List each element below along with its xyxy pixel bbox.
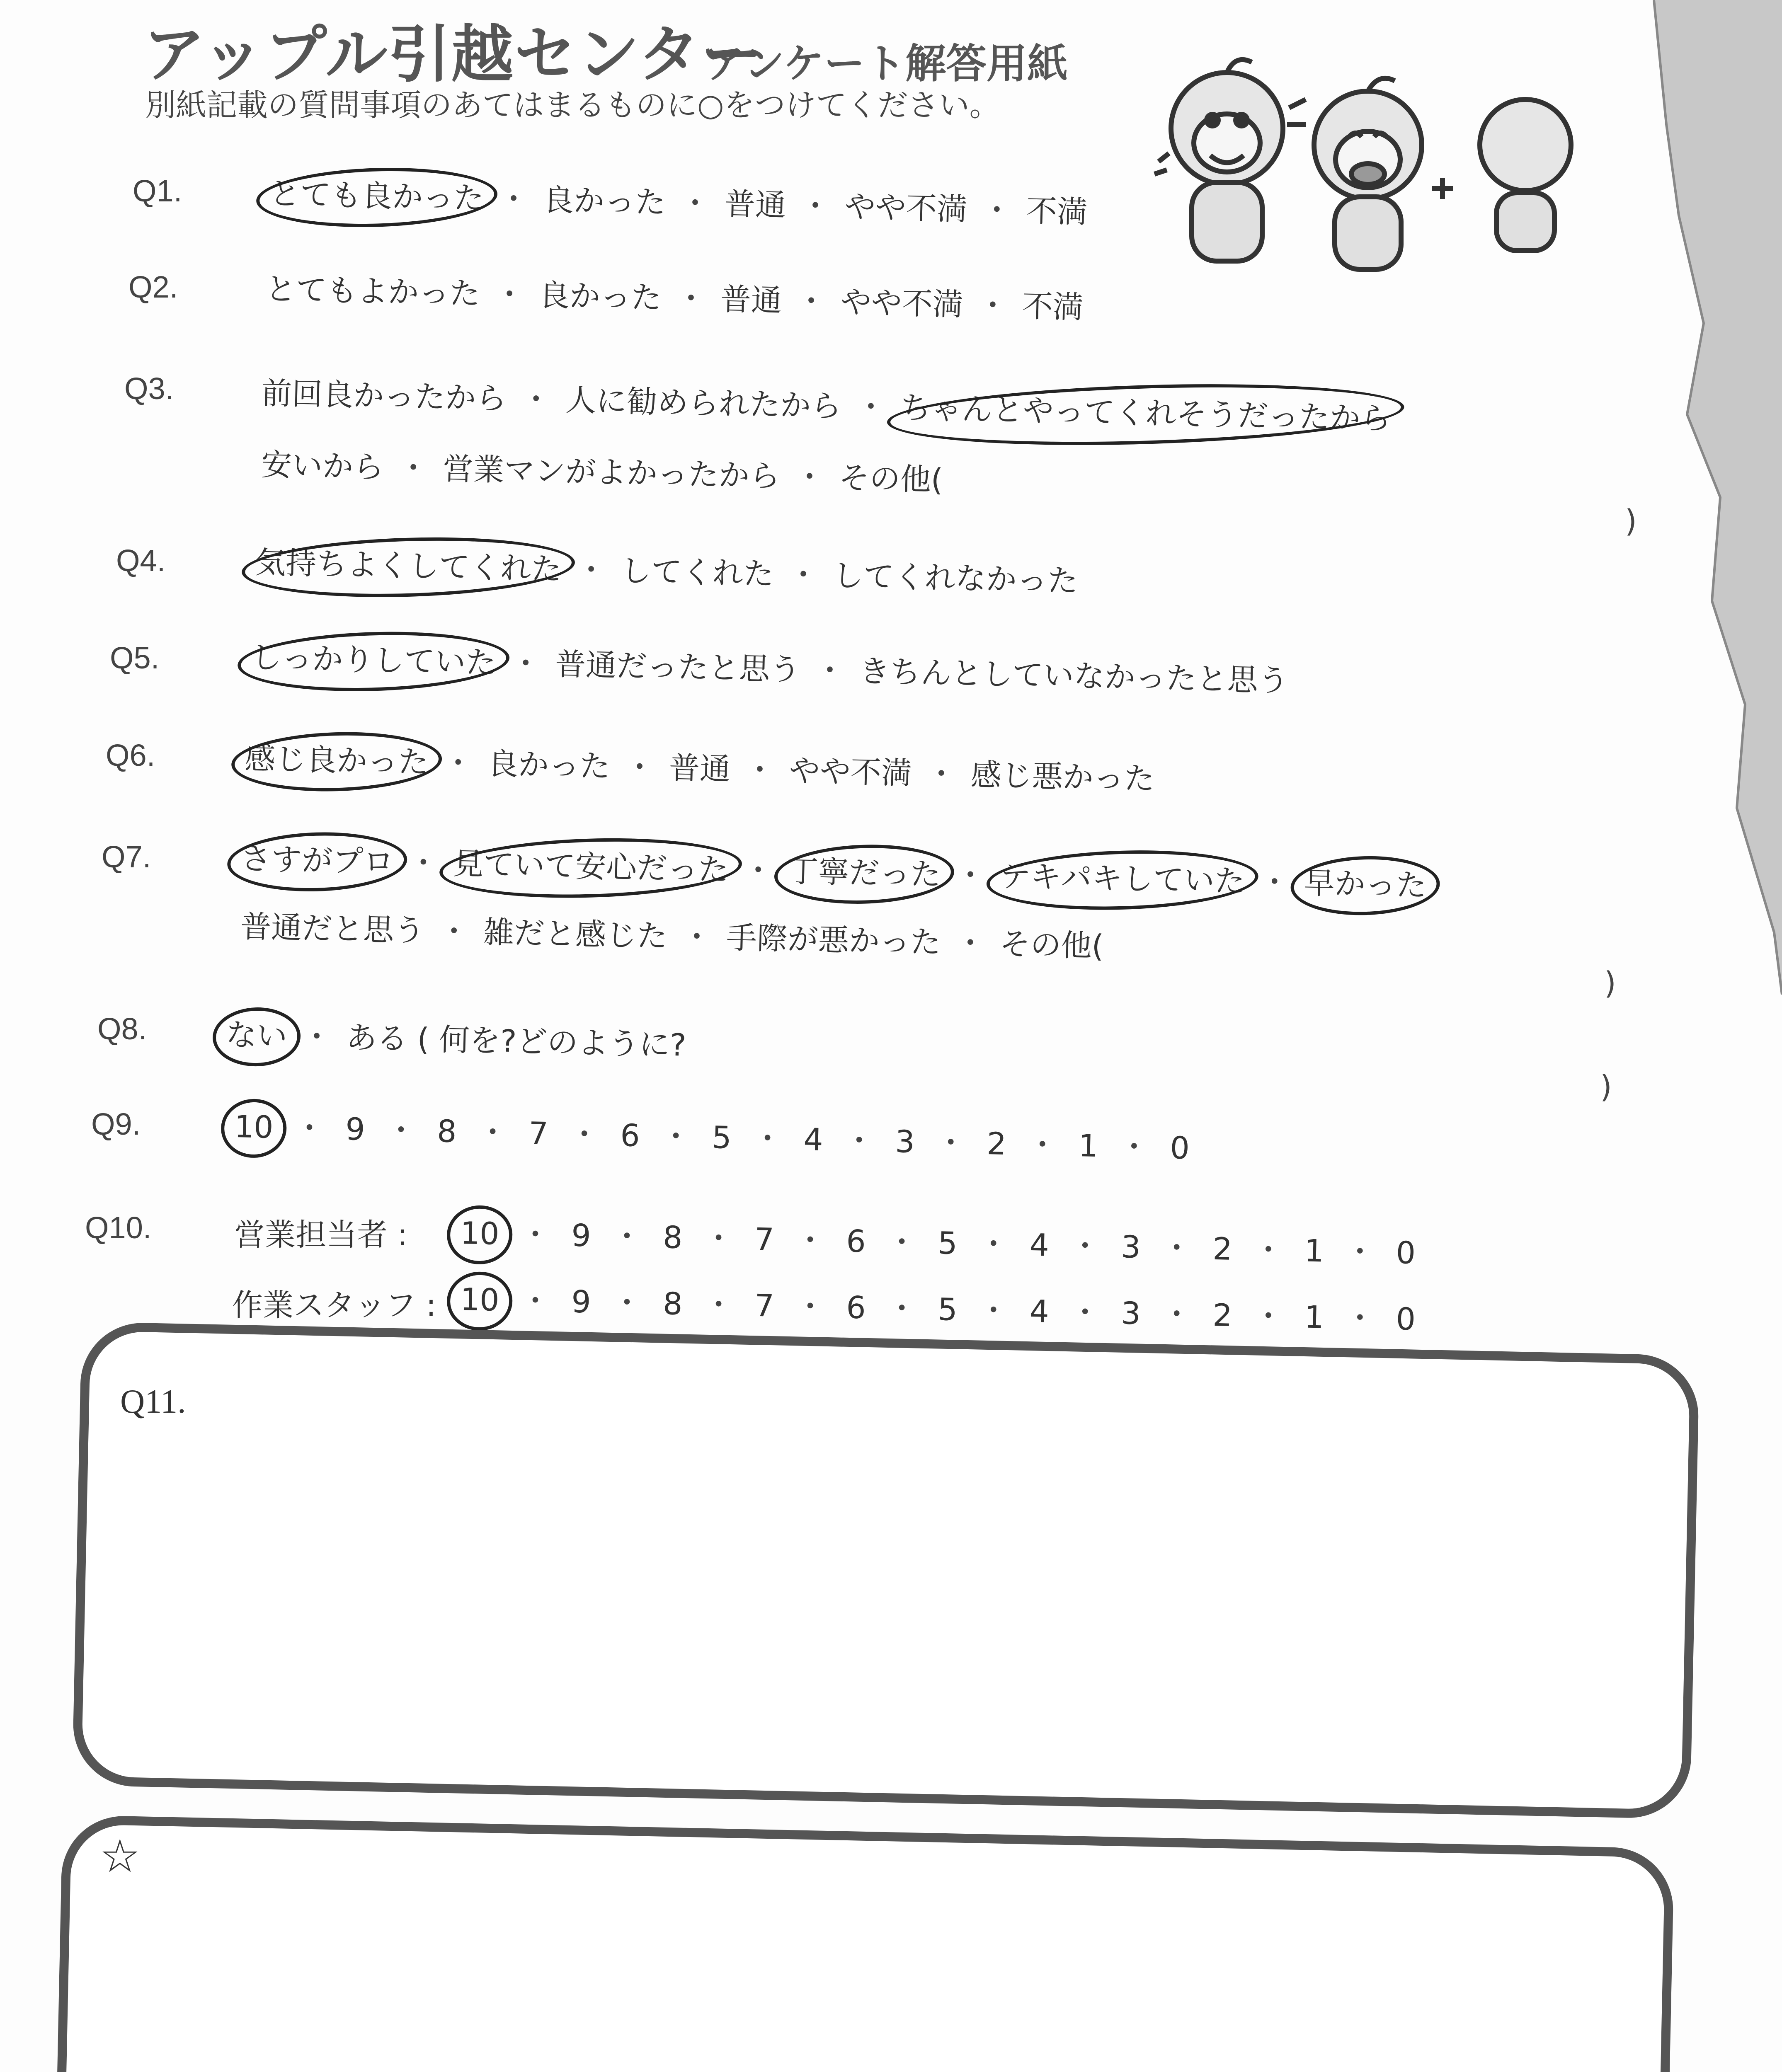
q9-separator: ・: [935, 1125, 967, 1161]
q3-label: Q3.: [124, 371, 174, 406]
q6-options: 感じ良かった ・ 良かった ・ 普通 ・ やや不満 ・ 感じ悪かった: [240, 738, 1159, 800]
q7-options-line1: さすがプロ ・ 見ていて安心だった ・ 丁寧だった ・ テキパキしていた ・ 早かった: [236, 838, 1431, 906]
q10-sales-separator: ・: [611, 1218, 643, 1255]
survey-subtitle: アンケート解答用紙: [705, 40, 1068, 87]
q2-option[interactable]: 不満: [1021, 288, 1084, 326]
q7-option[interactable]: テキパキしていた: [995, 855, 1250, 903]
q8-options: ない ・ ある ( 何を?どのように?: [221, 1014, 691, 1066]
q11-label: Q11.: [120, 1382, 186, 1420]
q9-separator: ・: [477, 1114, 509, 1151]
q9-separator: ・: [1026, 1127, 1058, 1163]
star-icon: ☆: [99, 1830, 141, 1883]
q10-sales-score-option[interactable]: 5: [937, 1225, 958, 1261]
q9-score-option[interactable]: 10: [230, 1106, 278, 1149]
q7-option[interactable]: 手際が悪かった: [725, 920, 941, 961]
q7-paren-close: ): [1604, 966, 1616, 1001]
q6-label: Q6.: [106, 738, 155, 772]
q7-option[interactable]: さすがプロ: [236, 838, 398, 883]
q4-options: 気持ちよくしてくれた ・ してくれた ・ してくれなかった: [250, 542, 1083, 602]
q1-option[interactable]: 不満: [1026, 193, 1088, 230]
q10-staff-separator: ・: [1161, 1296, 1193, 1333]
q9-score-option[interactable]: 8: [436, 1113, 457, 1150]
q10-staff-score-option[interactable]: 1: [1304, 1299, 1324, 1336]
q3-option[interactable]: その他(: [838, 460, 943, 498]
q10-staff-separator: ・: [794, 1288, 826, 1325]
q10-staff-score-option[interactable]: 9: [571, 1284, 592, 1320]
q9-separator: ・: [568, 1116, 600, 1153]
q10-sales-separator: ・: [519, 1216, 551, 1253]
q10-sales-score-option[interactable]: 8: [662, 1220, 683, 1256]
q6-option[interactable]: 感じ良かった: [240, 738, 433, 784]
q4-option[interactable]: してくれた: [620, 553, 774, 592]
q10-staff-score-option[interactable]: 3: [1120, 1295, 1141, 1332]
q1-option[interactable]: とても良かった: [265, 173, 489, 219]
q10-staff-score-option[interactable]: 8: [662, 1286, 683, 1322]
q7-option[interactable]: 早かった: [1300, 862, 1431, 907]
q10-sales-separator: ・: [703, 1220, 735, 1257]
q2-options: とてもよかった ・ 良かった ・ 普通 ・ やや不満 ・ 不満: [261, 268, 1088, 328]
q1-option[interactable]: やや不満: [844, 189, 968, 228]
q9-separator: ・: [752, 1121, 783, 1157]
q5-option[interactable]: しっかりしていた: [246, 637, 501, 684]
q3-options-line2: 安いから ・ 営業マンがよかったから ・ その他(: [257, 444, 948, 501]
q9-scale: [230, 1106, 1194, 1169]
q5-option[interactable]: きちんとしていなかったと思う: [858, 653, 1289, 699]
q9-label: Q9.: [91, 1107, 141, 1141]
q9-score-option[interactable]: 0: [1169, 1130, 1190, 1167]
q9-score-option[interactable]: 1: [1078, 1128, 1098, 1164]
q9-score-option[interactable]: 3: [895, 1124, 915, 1160]
q8-option[interactable]: ない: [221, 1014, 292, 1057]
q10-staff-scale: [456, 1279, 1420, 1341]
q10-sales-separator: ・: [1069, 1228, 1101, 1265]
q11-comment-box[interactable]: [72, 1322, 1700, 1819]
q2-label: Q2.: [128, 270, 178, 304]
q10-staff-separator: ・: [1252, 1298, 1284, 1335]
q10-sales-score-option[interactable]: 6: [846, 1223, 866, 1260]
q6-option[interactable]: やや不満: [788, 753, 912, 792]
q10-staff-separator: ・: [703, 1287, 735, 1323]
q3-option[interactable]: ちゃんとやってくれそうだったから: [896, 387, 1396, 440]
q10-staff-score-option[interactable]: 6: [846, 1290, 866, 1326]
q10-sales-score-option[interactable]: 2: [1212, 1231, 1233, 1267]
q3-paren-close: ): [1625, 503, 1637, 539]
q10-staff-score-option[interactable]: 5: [937, 1292, 958, 1328]
q10-sales-score-option[interactable]: 7: [754, 1221, 775, 1258]
q7-label: Q7.: [102, 840, 151, 874]
q10-sales-label: 営業担当者 :: [234, 1217, 408, 1253]
q10-staff-separator: ・: [519, 1283, 551, 1319]
q10-sales-score-option[interactable]: 9: [571, 1218, 592, 1254]
q8-paren-close: ): [1600, 1069, 1612, 1105]
q9-separator: ・: [660, 1118, 692, 1155]
q10-staff-separator: ・: [611, 1285, 643, 1322]
q10-staff-separator: ・: [1069, 1294, 1101, 1331]
q9-score-option[interactable]: 4: [803, 1122, 824, 1158]
q10-staff-label: 作業スタッフ :: [232, 1288, 436, 1323]
q3-option[interactable]: 前回良かったから: [261, 375, 507, 417]
q2-option[interactable]: やや不満: [840, 284, 964, 323]
q2-option[interactable]: 普通: [720, 281, 782, 319]
q4-label: Q4.: [116, 543, 166, 578]
q3-option[interactable]: 安いから: [261, 447, 385, 486]
instruction-text: 別紙記載の質問事項のあてはまるものに○をつけてください。: [145, 87, 1000, 123]
q10-sales-separator: ・: [886, 1224, 918, 1261]
additional-comment-box[interactable]: [54, 1815, 1675, 2072]
q10-staff-score-option[interactable]: 10: [456, 1279, 504, 1321]
q10-sales-score-option[interactable]: 3: [1120, 1229, 1141, 1266]
q5-option[interactable]: 普通だったと思う: [555, 646, 801, 688]
q10-staff-score-option[interactable]: 0: [1395, 1301, 1416, 1338]
q7-option[interactable]: 雑だと感じた: [483, 914, 668, 954]
q3-option[interactable]: 営業マンがよかったから: [442, 451, 781, 494]
q9-separator: ・: [1118, 1129, 1150, 1165]
q10-sales-score-option[interactable]: 4: [1029, 1227, 1050, 1264]
q10-staff-score-option[interactable]: 2: [1212, 1297, 1233, 1334]
q7-option[interactable]: 普通だと思う: [240, 909, 425, 949]
q3-options-line1: 前回良かったから ・ 人に勧められたから ・ ちゃんとやってくれそうだったから: [257, 373, 1396, 440]
q10-sales-score-option[interactable]: 1: [1304, 1233, 1324, 1269]
q9-score-option[interactable]: 5: [711, 1120, 732, 1156]
q9-score-option[interactable]: 9: [345, 1111, 366, 1147]
q10-sales-separator: ・: [977, 1226, 1009, 1263]
q10-sales-separator: ・: [1161, 1230, 1193, 1266]
q6-option[interactable]: 普通: [669, 750, 731, 787]
q10-staff-separator: ・: [1344, 1300, 1376, 1337]
q2-option[interactable]: 良かった: [538, 277, 662, 316]
q9-separator: ・: [385, 1112, 417, 1149]
q9-separator: ・: [843, 1123, 875, 1159]
q10-sales-scale: [456, 1213, 1420, 1274]
q9-score-option[interactable]: 2: [986, 1126, 1007, 1162]
q9-separator: ・: [293, 1110, 325, 1147]
q9-score-option[interactable]: 6: [620, 1117, 640, 1154]
q6-option[interactable]: 感じ悪かった: [970, 757, 1155, 797]
q1-label: Q1.: [133, 174, 182, 208]
q10-sales-separator: ・: [1344, 1234, 1376, 1271]
q10-sales-separator: ・: [794, 1222, 826, 1259]
q3-option[interactable]: 人に勧められたから: [565, 382, 842, 424]
q6-option[interactable]: 良かった: [487, 746, 611, 785]
q4-option[interactable]: 気持ちよくしてくれた: [250, 542, 566, 590]
monkey-mascot-icon: [1152, 50, 1712, 282]
q7-option[interactable]: その他(: [999, 926, 1104, 964]
q10-sales-score-option[interactable]: 10: [456, 1213, 504, 1255]
q9-score-option[interactable]: 7: [528, 1115, 549, 1152]
q10-staff-score-option[interactable]: 7: [754, 1288, 775, 1324]
q8-label: Q8.: [97, 1012, 147, 1046]
q2-option[interactable]: とてもよかった: [265, 271, 481, 312]
q1-option[interactable]: 良かった: [543, 182, 666, 221]
q10-staff-score-option[interactable]: 4: [1029, 1293, 1050, 1330]
survey-title: アップル引越センター: [143, 19, 764, 91]
q10-sales-separator: ・: [1252, 1232, 1284, 1268]
q10-staff-separator: ・: [977, 1293, 1009, 1329]
q4-option[interactable]: してくれなかった: [832, 558, 1079, 599]
q5-options: しっかりしていた ・ 普通だったと思う ・ きちんとしていなかったと思う: [246, 637, 1293, 702]
q10-staff-separator: ・: [886, 1290, 918, 1327]
q10-sales-score-option[interactable]: 0: [1395, 1235, 1416, 1271]
q8-option[interactable]: ある ( 何を?どのように?: [346, 1019, 687, 1063]
q5-label: Q5.: [110, 641, 160, 675]
q7-option[interactable]: 見ていて安心だった: [448, 843, 733, 891]
q10-label: Q10.: [85, 1210, 152, 1245]
q7-option[interactable]: 丁寧だった: [783, 850, 946, 896]
q1-options: とても良かった ・ 良かった ・ 普通 ・ やや不満 ・ 不満: [265, 173, 1092, 233]
q1-option[interactable]: 普通: [724, 186, 786, 223]
q7-options-line2: 普通だと思う ・ 雑だと感じた ・ 手際が悪かった ・ その他(: [236, 906, 1108, 967]
